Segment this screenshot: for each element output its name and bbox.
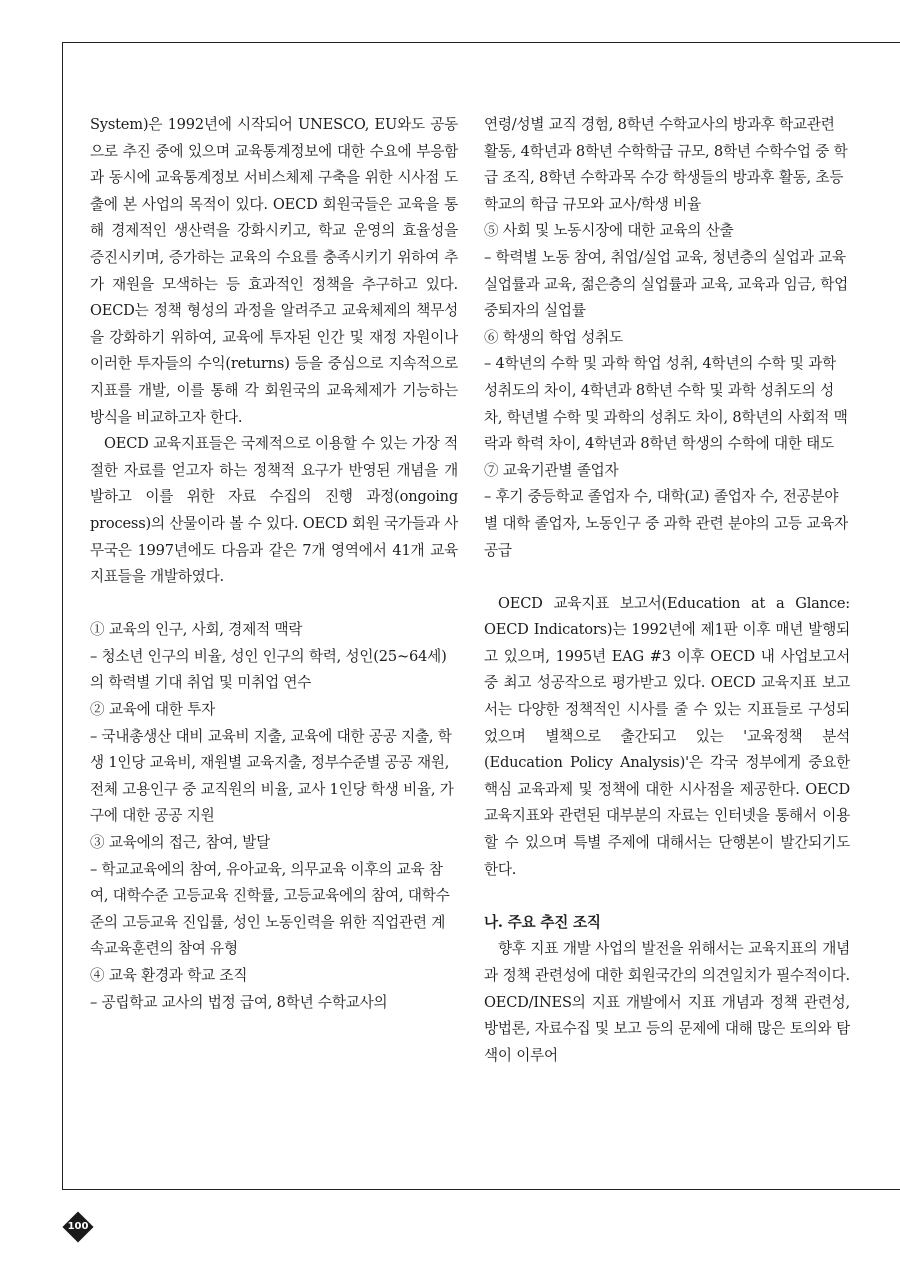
list-item: ① 교육의 인구, 사회, 경제적 맥락: [90, 621, 303, 639]
list-item: – 공립학교 교사의 법정 급여, 8학년 수학교사의: [90, 993, 388, 1011]
list-item: ② 교육에 대한 투자: [90, 701, 215, 719]
bottom-rule: [62, 1189, 900, 1190]
paragraph-gap: [484, 564, 850, 591]
list-item: – 국내총생산 대비 교육비 지출, 교육에 대한 공공 지출, 학생 1인당 교육비, 재원별 교육지출, 정부수준별 공공 재원, 전체 고용인구 중 교직원의 비율, 교사 1인당 학생 비율, 가구에 대한 공공 지원: [90, 727, 454, 825]
indicator-list-left: [90, 617, 458, 1016]
list-item: – 후기 중등학교 졸업자 수, 대학(교) 졸업자 수, 전공분야별 대학 졸업자, 노동인구 중 과학 관련 분야의 고등 교육자 공급: [484, 488, 849, 559]
body-paragraph-2: OECD 교육지표들은 국제적으로 이용할 수 있는 가장 적절한 자료를 얻고자 하는 정책적 요구가 반영된 개념을 개발하고 이를 위한 자료 수집의 진행 과정(ongoing process)의 산물이라 볼 수 있다. OECD 회원 국가들과 사무국은 1997년에도 다음과 같은 7개 영역에서 41개 교육지표들을 개발하였다.: [90, 435, 458, 586]
page-number-badge: [62, 1211, 94, 1243]
list-item: 연령/성별 교직 경험, 8학년 수학교사의 방과후 학교관련 활동, 4학년과 8학년 수학학급 규모, 8학년 수학수업 중 학급 조직, 8학년 수학과목 수강 학생들의 방과후 활동, 초등학교의 학급 규모와 교사/학생 비율: [484, 116, 848, 213]
paragraph-gap: [90, 591, 458, 618]
indicator-list-right: [484, 112, 850, 564]
body-paragraph-1: System)은 1992년에 시작되어 UNESCO, EU와도 공동으로 추진 중에 있으며 교육통계정보에 대한 수요에 부응함과 동시에 교육통계정보 서비스체제 구축을 위한 시사점 도출에 본 사업의 목적이 있다. OECD 회원국들은 교육을 통해 경제적인 생산력을 강화시키고, 학교 운영의 효율성을 증진시키며, 증가하는 교육의 수요를 충족시키기 위하여 추가 재원을 모색하는 등 효과적인 정책을 추구하고 있다. OECD는 정책 형성의 과정을 알려주고 교육체제의 책무성을 강화하기 위하여, 교육에 투자된 인간 및 재정 자원이나 이러한 투자들의 수익(returns) 등을 중심으로 지속적으로 지표를 개발, 이를 통해 각 회원국의 교육체제가 기능하는 방식을 비교하고자 한다.: [90, 116, 458, 426]
section-heading: 나. 주요 추진 조직: [484, 913, 601, 931]
list-item: ⑤ 사회 및 노동시장에 대한 교육의 산출: [484, 222, 734, 240]
top-rule: [62, 42, 900, 43]
list-item: ④ 교육 환경과 학교 조직: [90, 967, 248, 984]
list-item: – 청소년 인구의 비율, 성인 인구의 학력, 성인(25~64세)의 학력별 기대 취업 및 미취업 연수: [90, 647, 447, 692]
body-paragraph-3: OECD 교육지표 보고서(Education at a Glance: OECD Indicators)는 1992년에 제1판 이후 매년 발행되고 있으며, 1995년 EAG #3 이후 OECD 내 사업보고서 중 최고 성공작으로 평가받고 있다. OECD 교육지표 보고서는 다양한 정책적인 시사를 줄 수 있는 지표들로 구성되었으며 별책으로 출간되고 있는 '교육정책 분석(Education Policy Analysis)'은 각국 정부에게 중요한 핵심 교육과제 및 정책에 대한 시사점을 제공한다. OECD 교육지표와 관련된 대부분의 자료는 인터넷을 통해서 이용할 수 있으며 특별 주제에 대해서는 단행본이 발간되기도 한다.: [484, 594, 850, 878]
list-item: ⑥ 학생의 학업 성취도: [484, 328, 623, 346]
list-item: – 학교교육에의 참여, 유아교육, 의무교육 이후의 교육 참여, 대학수준 고등교육 진학률, 고등교육에의 참여, 대학수준의 고등교육 진입률, 성인 노동인력을 위한 직업관련 계속교육훈련의 참여 유형: [90, 860, 450, 958]
side-rule: [62, 42, 63, 1189]
left-column: [90, 112, 458, 1016]
list-item: ③ 교육에의 접근, 참여, 발달: [90, 834, 271, 852]
paragraph-gap: [484, 883, 850, 910]
right-column: [484, 112, 850, 1069]
list-item: – 4학년의 수학 및 과학 학업 성취, 4학년의 수학 및 과학 성취도의 차이, 4학년과 8학년 수학 및 과학 성취도의 성차, 학년별 수학 및 과학의 성취도 차이, 8학년의 사회적 맥락과 학력 차이, 4학년과 8학년 학생의 수학에 대한 태도: [484, 355, 848, 453]
list-item: – 학력별 노동 참여, 취업/실업 교육, 청년층의 실업과 교육 실업률과 교육, 젊은층의 실업률과 교육, 교육과 임금, 학업 중퇴자의 실업률: [484, 248, 849, 320]
body-paragraph-4: 향후 지표 개발 사업의 발전을 위해서는 교육지표의 개념과 정책 관련성에 대한 회원국간의 의견일치가 필수적이다. OECD/INES의 지표 개발에서 지표 개념과 정책 관련성, 방법론, 자료수집 및 보고 등의 문제에 대해 많은 토의와 탐색이 이루어: [484, 940, 850, 1064]
list-item: ⑦ 교육기관별 졸업자: [484, 461, 619, 479]
page-number: 100: [67, 1221, 89, 1232]
